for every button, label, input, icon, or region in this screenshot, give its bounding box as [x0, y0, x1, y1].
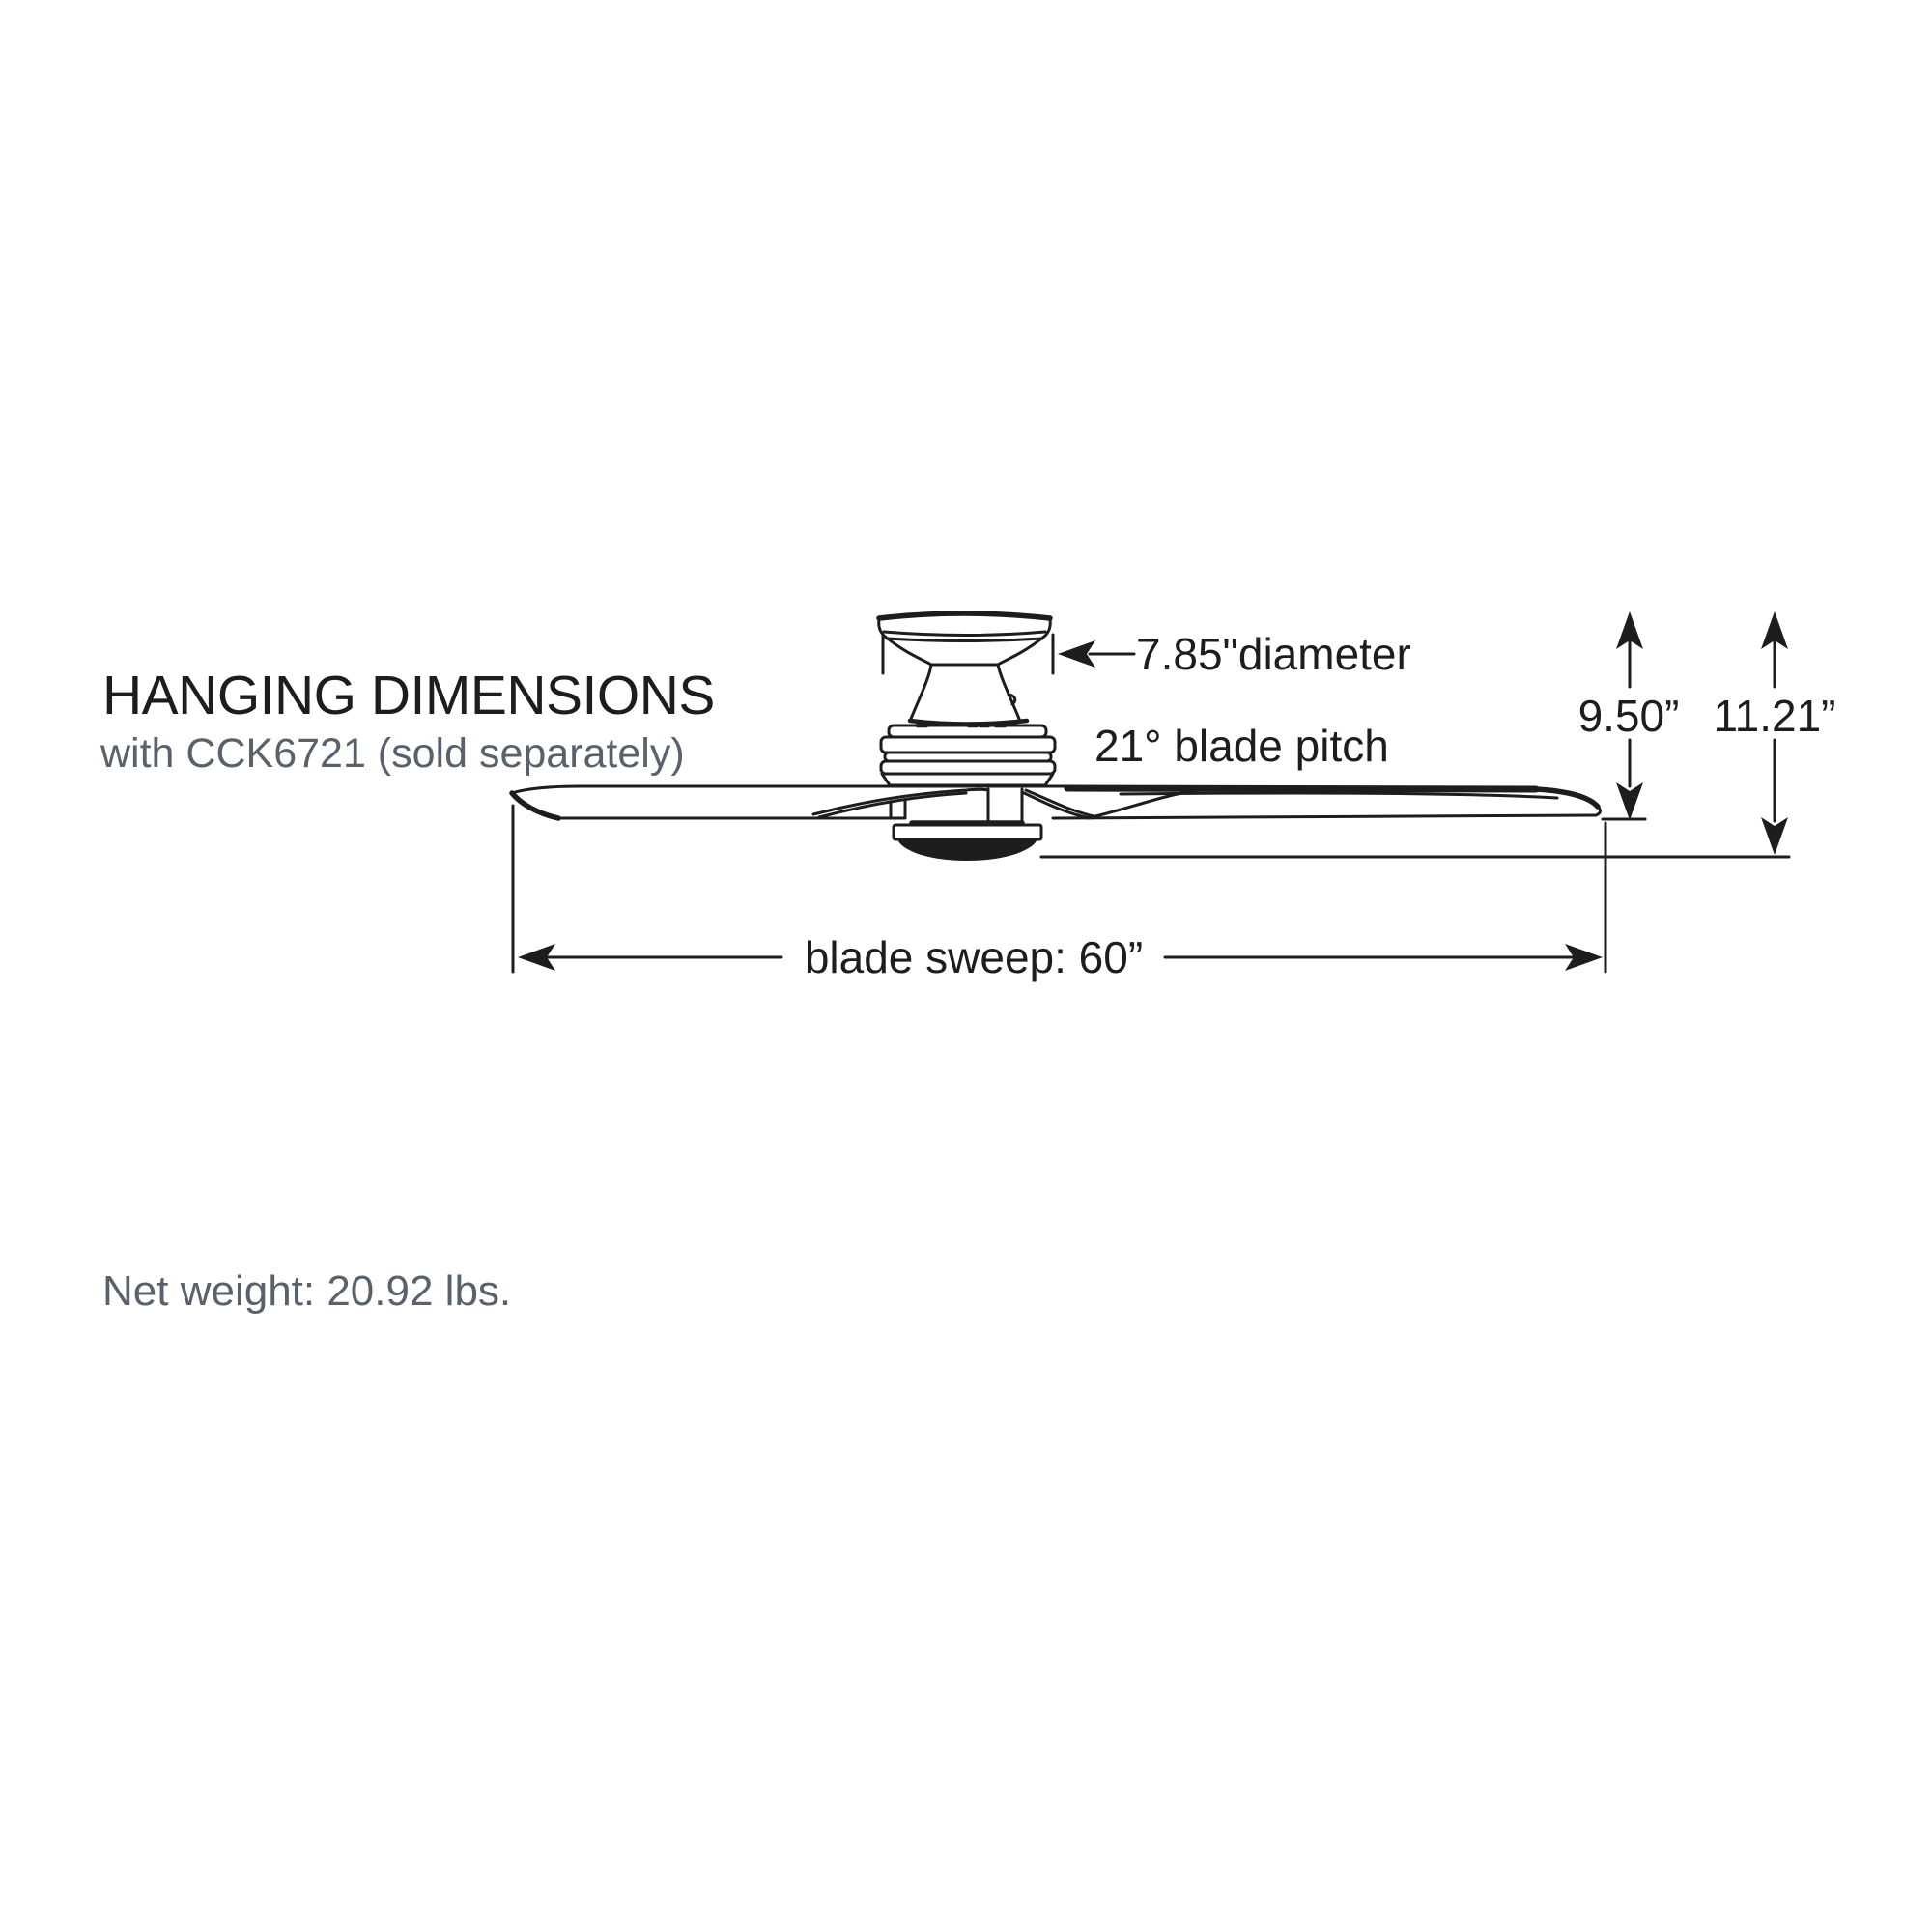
light-kit-dome [897, 839, 1037, 861]
dimension-drop-height [1578, 611, 1680, 820]
fan-canopy [879, 613, 1051, 725]
page-title: HANGING DIMENSIONS [102, 665, 715, 726]
dimension-overall-height [1713, 611, 1835, 855]
motor-band-2 [881, 737, 1055, 753]
dimension-blade-sweep [513, 806, 1605, 982]
blade-sweep-label: blade sweep: 60” [804, 932, 1144, 982]
drop-height-label: 9.50” [1577, 691, 1680, 741]
diameter-label: 7.85"diameter [1136, 629, 1411, 679]
center-cross-curve [1022, 792, 1090, 818]
blade-pitch-label: 21° blade pitch [1094, 721, 1389, 771]
right-blade-bottom-edge [1053, 815, 1596, 818]
canopy-top-rim [879, 613, 1050, 618]
motor-band-4 [881, 761, 1055, 774]
canopy-rim-line-2 [887, 639, 1042, 641]
page-subtitle: with CCK6721 (sold separately) [100, 730, 685, 777]
net-weight-note: Net weight: 20.92 lbs. [102, 1267, 512, 1315]
light-kit-housing [894, 825, 1041, 839]
label-blade-pitch [1094, 721, 1389, 771]
left-blade-tip-underside [512, 793, 558, 818]
center-cross-curve-twin [1026, 790, 1094, 816]
fan-motor-housing [881, 725, 1055, 785]
overall-height-label: 11.21” [1713, 691, 1836, 741]
canopy-left-lip [879, 619, 884, 636]
drop-height-down-arrowhead-icon [1616, 782, 1643, 820]
fan-blades [512, 786, 1600, 823]
left-blade-tip-top [512, 786, 581, 793]
canopy-right-lip [1045, 619, 1050, 636]
fan-light-kit [894, 823, 1041, 861]
canopy-rim-line-1 [884, 632, 1045, 636]
right-blade-top-edge [1067, 788, 1536, 789]
canopy-right-profile [998, 636, 1045, 719]
canopy-left-profile [884, 636, 931, 719]
dimension-diameter [1058, 629, 1411, 679]
right-blade-inner-line [1121, 793, 1557, 798]
motor-band-1 [889, 725, 1046, 737]
overall-height-down-arrowhead-icon [1761, 817, 1788, 855]
motor-band-5 [882, 774, 1053, 785]
